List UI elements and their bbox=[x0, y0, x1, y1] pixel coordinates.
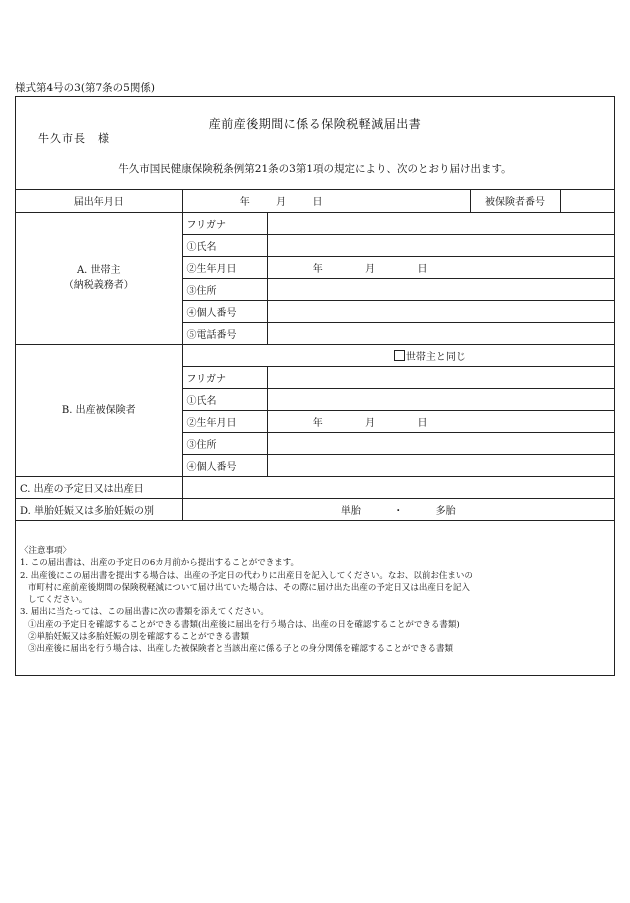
section-d-field[interactable] bbox=[182, 498, 614, 520]
note-line: してください。 bbox=[28, 595, 88, 606]
filing-date-field[interactable] bbox=[182, 189, 470, 212]
section-a-title-line2: （納税義務者） bbox=[63, 280, 134, 291]
form-frame bbox=[15, 96, 615, 676]
insured-number-label: 被保険者番号 bbox=[470, 189, 560, 212]
notes-heading: 〈注意事項〉 bbox=[20, 546, 72, 556]
a-name-field[interactable] bbox=[267, 234, 614, 256]
a-furigana-label: フリガナ bbox=[182, 212, 267, 234]
filing-date-label: 届出年月日 bbox=[16, 189, 182, 212]
filing-year-label: 年 bbox=[239, 196, 250, 208]
same-as-head-row[interactable] bbox=[182, 344, 614, 366]
b-dob-month: 月 bbox=[365, 417, 376, 429]
insured-number-field[interactable] bbox=[560, 189, 614, 212]
filing-month-label: 月 bbox=[276, 196, 287, 208]
a-personal-number-label: ④個人番号 bbox=[182, 300, 267, 322]
option-separator: ・ bbox=[393, 505, 404, 517]
a-name-label: ①氏名 bbox=[182, 234, 267, 256]
multiple-pregnancy-option[interactable]: 多胎 bbox=[435, 505, 456, 517]
a-personal-number-field[interactable] bbox=[267, 300, 614, 322]
addressee: 牛久市長 様 bbox=[38, 132, 110, 145]
section-a-title-line1: A. 世帯主 bbox=[76, 265, 121, 276]
a-address-label: ③住所 bbox=[182, 278, 267, 300]
b-address-label: ③住所 bbox=[182, 432, 267, 454]
a-dob-year: 年 bbox=[312, 263, 323, 275]
b-furigana-field[interactable] bbox=[267, 366, 614, 388]
b-name-field[interactable] bbox=[267, 388, 614, 410]
note-line: 1. この届出書は、出産の予定日の6カ月前から提出することができます。 bbox=[20, 558, 300, 569]
declaration-text: 牛久市国民健康保険税条例第21条の3第1項の規定により、次のとおり届け出ます。 bbox=[118, 163, 512, 175]
a-phone-label: ⑤電話番号 bbox=[182, 322, 267, 344]
b-address-field[interactable] bbox=[267, 432, 614, 454]
a-dob-field[interactable] bbox=[267, 256, 614, 278]
b-furigana-label: フリガナ bbox=[182, 366, 267, 388]
single-pregnancy-option[interactable]: 単胎 bbox=[340, 505, 361, 517]
section-a-title bbox=[16, 212, 182, 344]
a-dob-day: 日 bbox=[417, 263, 428, 275]
filing-day-label: 日 bbox=[312, 196, 323, 208]
b-dob-year: 年 bbox=[312, 417, 323, 429]
b-name-label: ①氏名 bbox=[182, 388, 267, 410]
form-table bbox=[16, 189, 614, 521]
note-line: 市町村に産前産後期間の保険税軽減について届け出ていた場合は、その際に届け出た出産の予定日又は出産日を記入 bbox=[28, 582, 470, 593]
note-line: 3. 届出に当たっては、この届出書に次の書類を添えてください。 bbox=[20, 607, 269, 618]
form-title: 産前産後期間に係る保険税軽減届出書 bbox=[208, 117, 422, 131]
section-d-label: D. 単胎妊娠又は多胎妊娠の別 bbox=[16, 498, 182, 520]
section-c-field[interactable] bbox=[182, 476, 614, 498]
form-header bbox=[16, 97, 614, 190]
b-personal-number-field[interactable] bbox=[267, 454, 614, 476]
a-dob-month: 月 bbox=[365, 263, 376, 275]
section-c-label: C. 出産の予定日又は出産日 bbox=[16, 476, 182, 498]
notes-block bbox=[20, 545, 610, 656]
note-line: ①出産の予定日を確認することができる書類(出産後に届出を行う場合は、出産の日を確認することができる書類) bbox=[28, 619, 460, 630]
note-line: ②単胎妊娠又は多胎妊娠の別を確認することができる書類 bbox=[28, 632, 250, 643]
a-phone-field[interactable] bbox=[267, 322, 614, 344]
b-dob-day: 日 bbox=[417, 417, 428, 429]
section-b-title: B. 出産被保険者 bbox=[16, 344, 182, 476]
b-dob-label: ②生年月日 bbox=[182, 410, 267, 432]
note-line: 2. 出産後にこの届出書を提出する場合は、出産の予定日の代わりに出産日を記入してください。なお、以前お住まいの bbox=[20, 570, 473, 581]
a-address-field[interactable] bbox=[267, 278, 614, 300]
same-as-head-checkbox[interactable] bbox=[394, 350, 405, 361]
note-line: ③出産後に届出を行う場合は、出産した被保険者と当該出産に係る子との身分関係を確認することができる書類 bbox=[28, 644, 454, 655]
form-number: 様式第4号の3(第7条の5関係) bbox=[15, 82, 155, 94]
b-personal-number-label: ④個人番号 bbox=[182, 454, 267, 476]
a-dob-label: ②生年月日 bbox=[182, 256, 267, 278]
a-furigana-field[interactable] bbox=[267, 212, 614, 234]
b-dob-field[interactable] bbox=[267, 410, 614, 432]
same-as-head-label: 世帯主と同じ bbox=[405, 351, 466, 363]
